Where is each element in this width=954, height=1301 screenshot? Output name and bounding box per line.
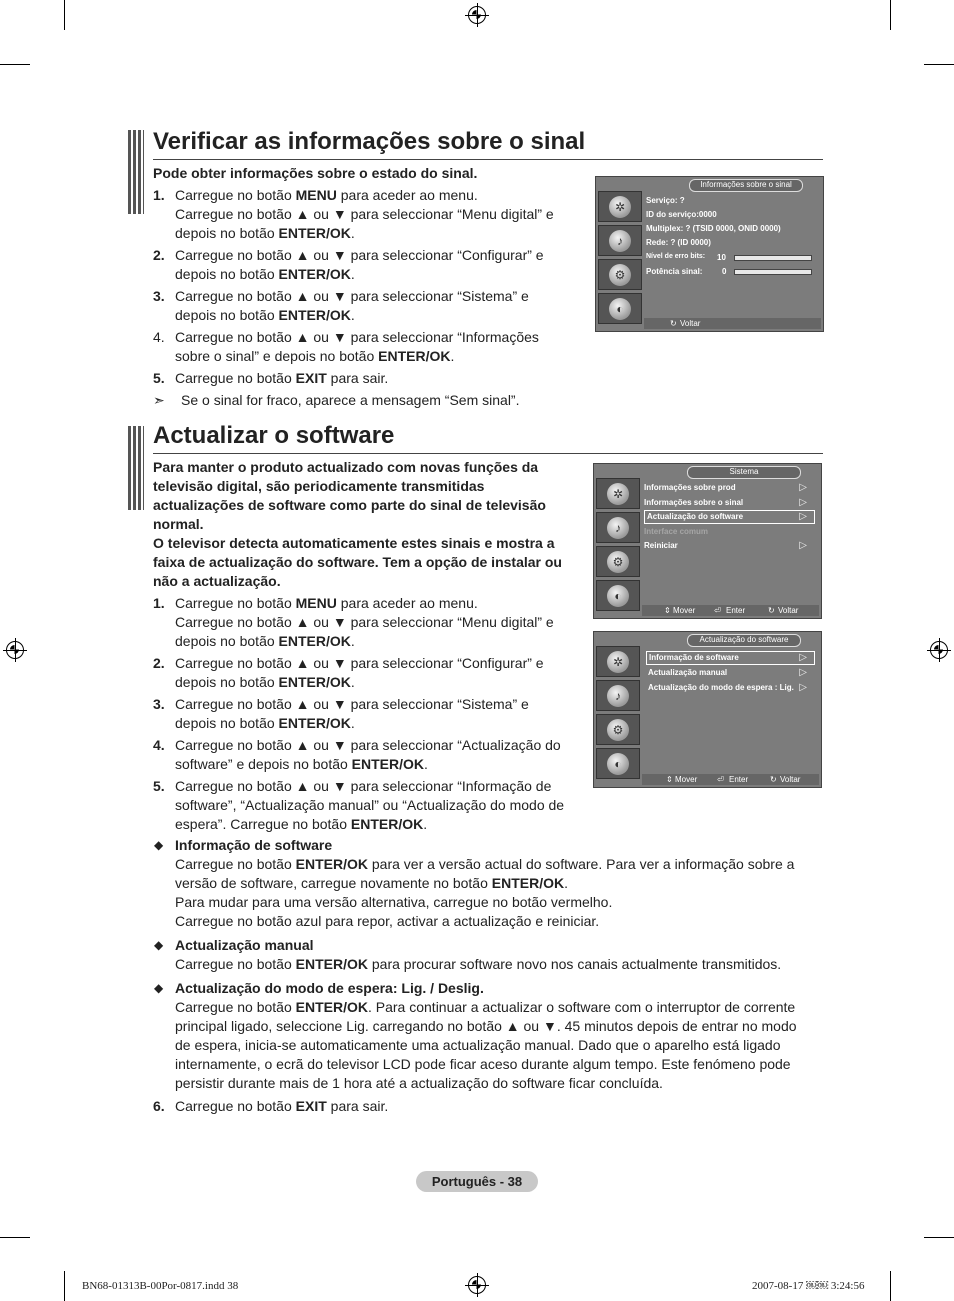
section2-bullets — [153, 836, 813, 1098]
page-number: Português - 38 — [416, 1171, 538, 1192]
section-divider — [153, 453, 823, 454]
osd-tab-input[interactable] — [598, 293, 642, 324]
osd-back[interactable]: Voltar — [778, 606, 799, 615]
osd-move: Mover — [673, 606, 696, 615]
step-item: 4. Carregue no botão ▲ ou ▼ para seleccionar “Actualização do software” e depois no botão ENTER/OK. — [153, 737, 561, 772]
bullet-item: ◆ Actualização manual Carregue no botão ENTER/OK para procurar software novo nos canais actualmente transmitidos. — [154, 937, 782, 972]
step-item: 5. Carregue no botão ▲ ou ▼ para seleccionar “Informação de software”, “Actualização manual” ou “Actualização do modo de espera”. Carregue no botão ENTER/OK. — [153, 778, 565, 832]
section1-note — [153, 391, 573, 410]
osd-tab-setup[interactable] — [596, 714, 640, 745]
step-item: 4. Carregue no botão ▲ ou ▼ para seleccionar “Informações sobre o sinal” e depois no botão ENTER/OK. — [153, 329, 539, 364]
bullet-item: ◆ Informação de software Carregue no botão ENTER/OK para ver a versão actual do software. Para ver a informação sobre a versão de software, carregue novamente no botão ENTER/OK. Para mudar para uma versão alternativa, carregue no botão vermelho. Carregue no botão azul para repor, activar a actualização e reiniciar. — [154, 837, 795, 929]
osd-footer — [642, 774, 819, 785]
osd-tab-picture[interactable] — [596, 478, 640, 509]
crop-mark — [924, 1237, 954, 1238]
osd-tab-sound[interactable] — [598, 225, 642, 256]
section-title-signal-info: Verificar as informações sobre o sinal — [153, 128, 586, 155]
note-arrow-icon: ➣ — [153, 392, 165, 408]
sound-icon: ♪ — [607, 685, 629, 707]
right-triangle-icon: ▷ — [799, 540, 807, 551]
osd2-item-disabled: Interface comum — [644, 527, 709, 536]
section1-steps — [153, 186, 573, 388]
registration-mark-icon — [468, 1276, 486, 1294]
section-bar — [128, 426, 144, 510]
diamond-bullet-icon: ◆ — [154, 938, 164, 952]
right-triangle-icon: ▷ — [799, 682, 807, 693]
section2-intro: Para manter o produto actualizado com novas funções da televisão digital, são periodicamente transmitidas actualizações de software como parte do sinal de televisão normal. — [153, 459, 546, 532]
osd-title: Informações sobre o sinal — [689, 179, 803, 192]
osd3-item[interactable]: Actualização do modo de espera : Lig. — [648, 683, 794, 692]
osd-signal-info — [595, 176, 824, 332]
osd-tab-input[interactable] — [596, 748, 640, 779]
enter-icon: ⏎ — [717, 775, 724, 784]
move-icon: ⇕ — [664, 606, 671, 615]
crop-mark — [0, 1237, 30, 1238]
section1-body — [153, 164, 573, 410]
osd-title: Actualização do software — [687, 634, 801, 647]
osd-footer — [642, 605, 819, 616]
picture-icon: ✲ — [607, 483, 629, 505]
registration-mark-icon — [6, 641, 24, 659]
sound-icon: ♪ — [607, 517, 629, 539]
crop-mark — [924, 64, 954, 65]
osd1-signal-label: Potência sinal: — [646, 267, 703, 276]
osd2-item[interactable]: Informações sobre prod — [644, 483, 736, 492]
crop-mark — [64, 0, 65, 30]
osd-system-menu — [593, 463, 822, 619]
right-triangle-icon: ▷ — [799, 652, 807, 663]
osd1-error-value: 10 — [717, 253, 726, 262]
osd-move: Mover — [675, 775, 698, 784]
osd-title: Sistema — [687, 466, 801, 479]
error-bar — [734, 255, 812, 261]
return-icon: ↻ — [670, 319, 677, 328]
osd-back[interactable]: Voltar — [680, 319, 701, 328]
osd3-item[interactable]: Actualização manual — [648, 668, 728, 677]
setup-icon: ⚙ — [607, 551, 629, 573]
osd-tabs — [598, 191, 642, 317]
picture-icon: ✲ — [609, 196, 631, 218]
section1-intro: Pode obter informações sobre o estado do sinal. — [153, 165, 478, 181]
osd-enter[interactable]: Enter — [726, 606, 746, 615]
osd-software-update-menu — [593, 631, 822, 788]
osd1-error-label: Nível de erro bits: — [646, 253, 706, 260]
note-text: Se o sinal for fraco, aparece a mensagem “Sem sinal”. — [181, 392, 520, 408]
diamond-bullet-icon: ◆ — [154, 981, 164, 995]
input-icon: ◐ — [607, 753, 629, 775]
step-item: 3. Carregue no botão ▲ ou ▼ para seleccionar “Sistema” e depois no botão ENTER/OK. — [153, 696, 529, 731]
step-item: 1. Carregue no botão MENU para aceder ao menu. Carregue no botão ▲ ou ▼ para seleccionar “Menu digital” e depois no botão ENTER/OK. — [153, 187, 554, 241]
crop-mark — [890, 0, 891, 30]
osd1-line: ID do serviço:0000 — [646, 210, 717, 219]
osd-footer — [644, 318, 821, 329]
osd1-line: Serviço: ? — [646, 196, 685, 205]
osd2-item[interactable]: Reiniciar — [644, 541, 678, 550]
date-slug: 2007-08-17 ￼￼ 3:24:56 — [752, 1280, 865, 1292]
diamond-bullet-icon: ◆ — [154, 838, 164, 852]
step-item: 3. Carregue no botão ▲ ou ▼ para seleccionar “Sistema” e depois no botão ENTER/OK. — [153, 288, 529, 323]
picture-icon: ✲ — [607, 651, 629, 673]
osd-tabs — [596, 478, 640, 604]
return-icon: ↻ — [768, 606, 775, 615]
step-item: 2. Carregue no botão ▲ ou ▼ para seleccionar “Configurar” e depois no botão ENTER/OK. — [153, 655, 544, 690]
enter-icon: ⏎ — [714, 606, 721, 615]
setup-icon: ⚙ — [607, 719, 629, 741]
section-divider — [153, 159, 823, 160]
osd-back[interactable]: Voltar — [780, 775, 801, 784]
section2-step6 — [153, 1097, 813, 1119]
osd-tab-sound[interactable] — [596, 512, 640, 543]
section2-steps — [153, 594, 573, 834]
crop-mark — [890, 1271, 891, 1301]
registration-mark-icon — [930, 641, 948, 659]
step-item: 6. Carregue no botão EXIT para sair. — [153, 1098, 389, 1114]
step-item: 1. Carregue no botão MENU para aceder ao menu. Carregue no botão ▲ ou ▼ para seleccionar “Menu digital” e depois no botão ENTER/OK. — [153, 595, 554, 649]
osd2-item[interactable]: Informações sobre o sinal — [644, 498, 744, 507]
right-triangle-icon: ▷ — [799, 667, 807, 678]
section-title-software-update: Actualizar o software — [153, 422, 395, 449]
crop-mark — [0, 64, 30, 65]
bullet-item: ◆ Actualização do modo de espera: Lig. / Deslig. Carregue no botão ENTER/OK. Para continuar a actualizar o software com o interruptor de corrente principal ligado, seleccione Lig. carregando no botão ▲ ou ▼. 45 minutos depois de entrar no modo de espera, inicia-se automaticamente uma actualização manual. Dado que o aparelho está ligado internamente, o ecrã do televisor LCD pode ficar aceso durante algum tempo. Este fenómeno pode persistir durante mais de 1 hora até a actualização do software ficar concluída. — [154, 980, 797, 1091]
osd-tab-sound[interactable] — [596, 680, 640, 711]
osd-enter[interactable]: Enter — [729, 775, 749, 784]
right-triangle-icon: ▷ — [799, 497, 807, 508]
move-icon: ⇕ — [666, 775, 673, 784]
osd-tab-picture[interactable] — [596, 646, 640, 677]
sound-icon: ♪ — [609, 230, 631, 252]
osd1-line: Multiplex: ? (TSID 0000, ONID 0000) — [646, 224, 781, 233]
file-slug: BN68-01313B-00Por-0817.indd 38 — [82, 1280, 239, 1292]
section-bar — [128, 130, 144, 214]
osd1-line: Rede: ? (ID 0000) — [646, 238, 711, 247]
osd-tab-setup[interactable] — [596, 546, 640, 577]
return-icon: ↻ — [770, 775, 777, 784]
input-icon: ◐ — [607, 585, 629, 607]
right-triangle-icon: ▷ — [799, 511, 807, 522]
osd1-signal-value: 0 — [722, 267, 727, 276]
signal-bar — [734, 269, 812, 275]
step-item: 5. Carregue no botão EXIT para sair. — [153, 370, 389, 386]
step-item: 2. Carregue no botão ▲ ou ▼ para seleccionar “Configurar” e depois no botão ENTER/OK. — [153, 247, 544, 282]
osd-tab-setup[interactable] — [598, 259, 642, 290]
crop-mark — [64, 1271, 65, 1301]
section2-body — [153, 458, 573, 837]
osd3-item-selected[interactable]: Informação de software — [646, 651, 815, 665]
osd-tab-input[interactable] — [596, 580, 640, 611]
setup-icon: ⚙ — [609, 264, 631, 286]
osd-tabs — [596, 646, 640, 773]
osd2-item-selected[interactable]: Actualização do software — [644, 510, 815, 524]
registration-mark-icon — [468, 6, 486, 24]
input-icon: ◐ — [609, 298, 631, 320]
right-triangle-icon: ▷ — [799, 482, 807, 493]
section2-intro2: O televisor detecta automaticamente estes sinais e mostra a faixa de actualização do software. Tem a opção de instalar ou não a actualização. — [153, 535, 562, 589]
osd-tab-picture[interactable] — [598, 191, 642, 222]
